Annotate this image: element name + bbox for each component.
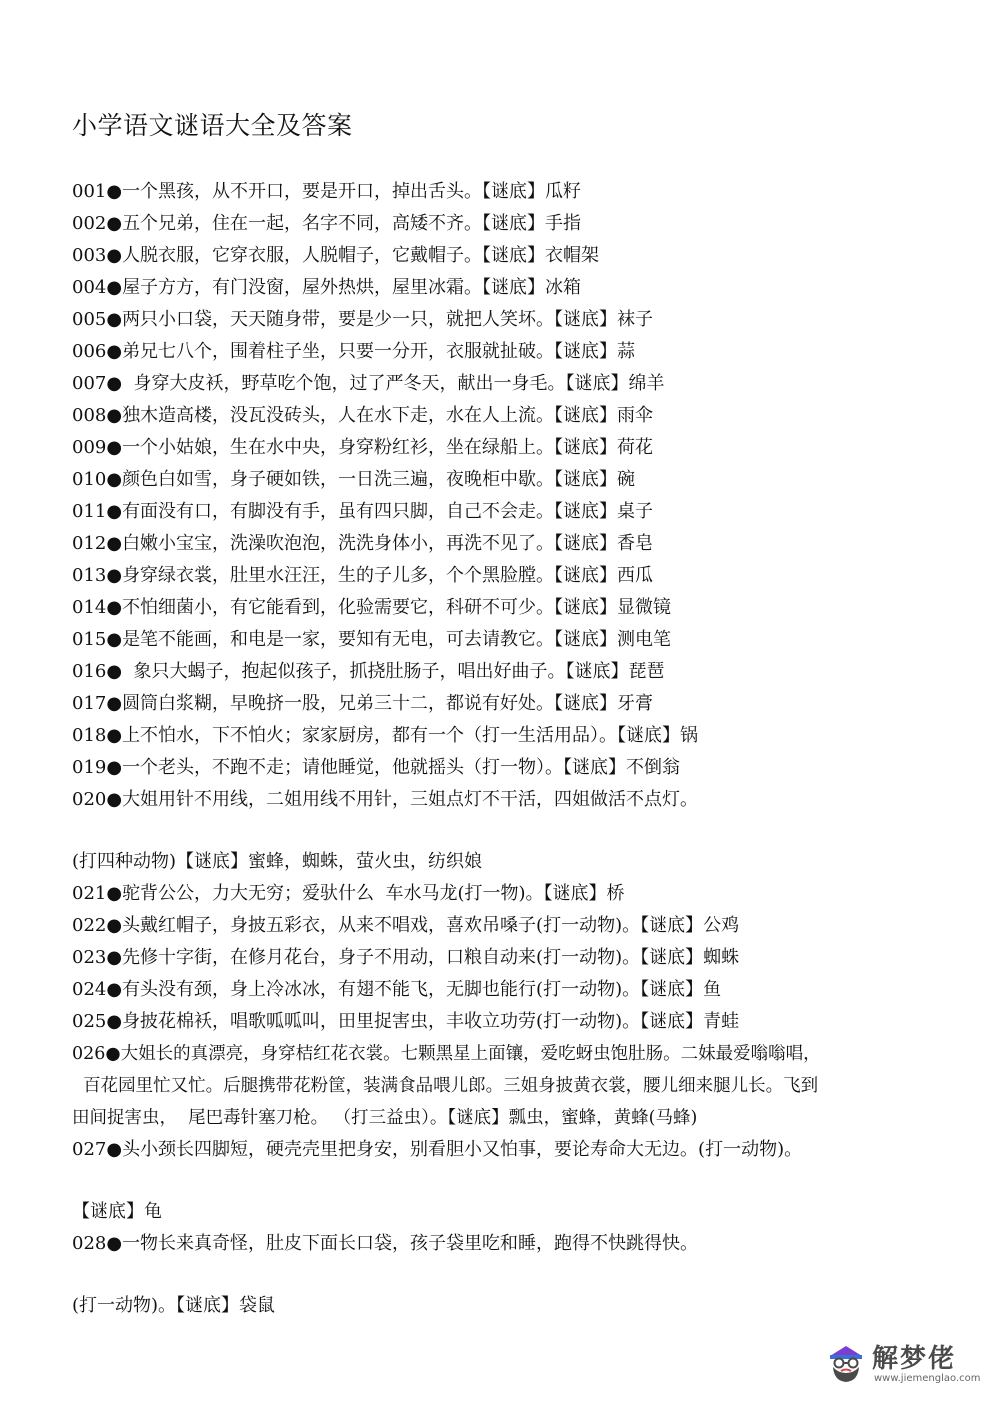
watermark-url: www.jiemenglao.com xyxy=(874,1373,981,1384)
riddle-line-8: 008●独木造高楼，没瓦没砖头，人在水下走，水在人上流。【谜底】雨伞 xyxy=(72,405,654,426)
riddle-line-20: 020●大姐用针不用线，二姐用线不用针，三姐点灯不干活，四姐做活不点灯。 xyxy=(72,789,699,810)
riddle-line-12: 012●白嫩小宝宝，洗澡吹泡泡，洗洗身体小，再洗不见了。【谜底】香皂 xyxy=(72,533,654,554)
riddle-line-27: 027●头小颈长四脚短，硬壳壳里把身安，别看胆小又怕事，要论寿命大无边。(打一动物)。 xyxy=(72,1139,803,1160)
riddle-line-3: 003●人脱衣服，它穿衣服，人脱帽子，它戴帽子。【谜底】衣帽架 xyxy=(72,245,600,266)
riddle-line-22: 022●头戴红帽子，身披五彩衣，从来不唱戏，喜欢吊嗓子(打一动物)。【谜底】公鸡 xyxy=(72,915,740,936)
riddle-line-26b: 百花园里忙又忙。后腿携带花粉筐，装满食品喂儿郎。三姐身披黄衣裳，腰儿细来腿儿长。飞到 xyxy=(72,1076,819,1096)
riddle-line-17: 017●圆筒白浆糊，早晚挤一股，兄弟三十二，都说有好处。【谜底】牙膏 xyxy=(72,693,654,714)
riddle-line-28: 028●一物长来真奇怪，肚皮下面长口袋，孩子袋里吃和睡，跑得不快跳得快。 xyxy=(72,1233,699,1254)
riddle-line-19: 019●一个老头，不跑不走；请他睡觉，他就摇头（打一物）。【谜底】不倒翁 xyxy=(72,757,681,778)
riddle-line-16: 016● 象只大蝎子，抱起似孩子，抓挠肚肠子，唱出好曲子。【谜底】琵琶 xyxy=(72,661,665,682)
riddle-line-2: 002●五个兄弟，住在一起，名字不同，高矮不齐。【谜底】手指 xyxy=(72,213,582,234)
riddle-line-26c: 田间捉害虫， 尾巴毒针塞刀枪。 （打三益虫）。【谜底】瓢虫，蜜蜂，黄蜂(马蜂) xyxy=(72,1108,698,1128)
riddle-line-11: 011●有面没有口，有脚没有手，虽有四只脚，自己不会走。【谜底】桌子 xyxy=(72,501,654,522)
riddle-line-4: 004●屋子方方，有门没窗，屋外热烘，屋里冰霜。【谜底】冰箱 xyxy=(72,277,582,298)
bearded-face-logo-icon xyxy=(824,1340,868,1384)
riddle-line-26a: 026●大姐长的真漂亮，身穿桔红花衣裳。七颗黑星上面镶，爱吃蚜虫饱肚肠。二妹最爱嗡嗡唱， xyxy=(72,1044,821,1064)
riddle-answer-line-28: (打一动物)。【谜底】袋鼠 xyxy=(72,1295,276,1316)
riddle-line-23: 023●先修十字街，在修月花台，身子不用动，口粮自动来(打一动物)。【谜底】蜘蛛 xyxy=(72,947,740,968)
riddle-answer-line-27: 【谜底】龟 xyxy=(72,1201,162,1222)
riddle-line-5: 005●两只小口袋，天天随身带，要是少一只，就把人笑坏。【谜底】袜子 xyxy=(72,309,654,330)
riddle-line-6: 006●弟兄七八个，围着柱子坐，只要一分开，衣服就扯破。【谜底】蒜 xyxy=(72,341,636,362)
riddle-line-18: 018●上不怕水，下不怕火；家家厨房，都有一个（打一生活用品）。【谜底】锅 xyxy=(72,725,699,746)
riddle-line-9: 009●一个小姑娘，生在水中央，身穿粉红衫，坐在绿船上。【谜底】荷花 xyxy=(72,437,654,458)
riddle-line-21: 021●驼背公公，力大无穷；爱驮什么 车水马龙(打一物)。【谜底】桥 xyxy=(72,883,625,904)
watermark-name: 解梦佬 xyxy=(872,1344,957,1374)
riddle-line-1: 001●一个黑孩，从不开口，要是开口，掉出舌头。【谜底】瓜籽 xyxy=(72,181,582,202)
riddle-line-14: 014●不怕细菌小，有它能看到，化验需要它，科研不可少。【谜底】显微镜 xyxy=(72,597,672,618)
riddle-line-15: 015●是笔不能画，和电是一家，要知有无电，可去请教它。【谜底】测电笔 xyxy=(72,629,672,650)
riddle-line-13: 013●身穿绿衣裳，肚里水汪汪，生的子儿多，个个黑脸膛。【谜底】西瓜 xyxy=(72,565,654,586)
riddle-line-10: 010●颜色白如雪，身子硬如铁，一日洗三遍，夜晚柜中歇。【谜底】碗 xyxy=(72,469,636,490)
site-watermark xyxy=(824,1338,981,1394)
riddle-line-7: 007● 身穿大皮袄，野草吃个饱，过了严冬天，献出一身毛。【谜底】绵羊 xyxy=(72,373,665,394)
riddle-line-25: 025●身披花棉袄，唱歌呱呱叫，田里捉害虫，丰收立功劳(打一动物)。【谜底】青蛙 xyxy=(72,1011,740,1032)
riddle-line-24: 024●有头没有颈，身上冷冰冰，有翅不能飞，无脚也能行(打一动物)。【谜底】鱼 xyxy=(72,979,722,1000)
riddle-answer-line-20: (打四种动物)【谜底】蜜蜂，蜘蛛，萤火虫，纺织娘 xyxy=(72,851,483,872)
page-title: 小学语文谜语大全及答案 xyxy=(72,111,353,140)
